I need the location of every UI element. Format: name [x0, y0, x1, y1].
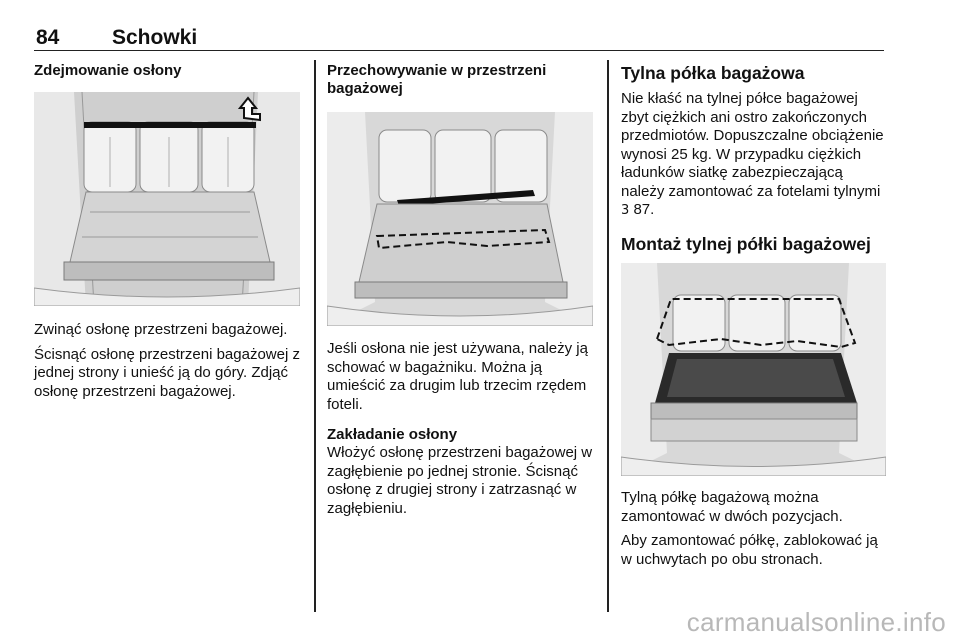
column-2 — [327, 62, 595, 98]
section-heading: Przechowywanie w przestrzeni bagażowej — [327, 62, 547, 97]
page-reference-link[interactable]: 87. — [633, 201, 655, 218]
paragraph: Zwinąć osłonę przestrzeni bagażowej. — [34, 321, 288, 338]
section-heading: Montaż tylnej półki bagażowej — [621, 233, 871, 254]
paragraph — [621, 90, 889, 221]
paragraph-text: Nie kłaść na tylnej półce bagażowej zbyt ciężkich ani ostro zakończonych przedmiotów. Dopuszczalne obciążenie wynosi 25 kg. W przypadku ciężkich ładunków siatkę zabezpieczającą należy zamontować za fotelami tylnymi — [621, 90, 884, 200]
column-1 — [34, 62, 300, 80]
paragraph: Tylną półkę bagażową można zamontować w dwóch pozycjach. — [621, 489, 843, 525]
column-2-text — [327, 340, 597, 524]
paragraph: Jeśli osłona nie jest używana, należy ją schować w bagażniku. Można ją umieścić za drugim lub trzecim rzędem foteli. — [327, 340, 588, 413]
figure-cover-storage — [327, 112, 593, 326]
column-divider — [607, 60, 609, 612]
column-3 — [621, 62, 889, 255]
paragraph: Ścisnąć osłonę przestrzeni bagażowej z jednej strony i unieść ją do góry. Zdjąć osłonę przestrzeni bagażowej. — [34, 345, 300, 400]
column-divider — [314, 60, 316, 612]
section-heading: Zdejmowanie osłony — [34, 62, 182, 79]
column-1-text — [34, 321, 302, 407]
watermark: carmanualsonline.info — [686, 607, 946, 637]
paragraph: Aby zamontować półkę, zablokować ją w uchwytach po obu stronach. — [621, 532, 878, 568]
figure-rear-shelf — [621, 263, 886, 476]
column-3-text — [621, 489, 889, 575]
reference-arrow-icon: 3 — [621, 203, 630, 218]
chapter-title: Schowki — [112, 26, 198, 49]
subsection-heading: Zakładanie osłony — [327, 426, 458, 443]
section-heading: Tylna półka bagażowa — [621, 63, 805, 83]
page-header — [34, 26, 884, 51]
page-number: 84 — [36, 26, 60, 49]
paragraph: Włożyć osłonę przestrzeni bagażowej w zagłębienie po jednej stronie. Ścisnąć osłonę z drugiej strony i zatrzasnąć w zagłębieniu. — [327, 444, 593, 517]
figure-cover-removal — [34, 92, 300, 306]
